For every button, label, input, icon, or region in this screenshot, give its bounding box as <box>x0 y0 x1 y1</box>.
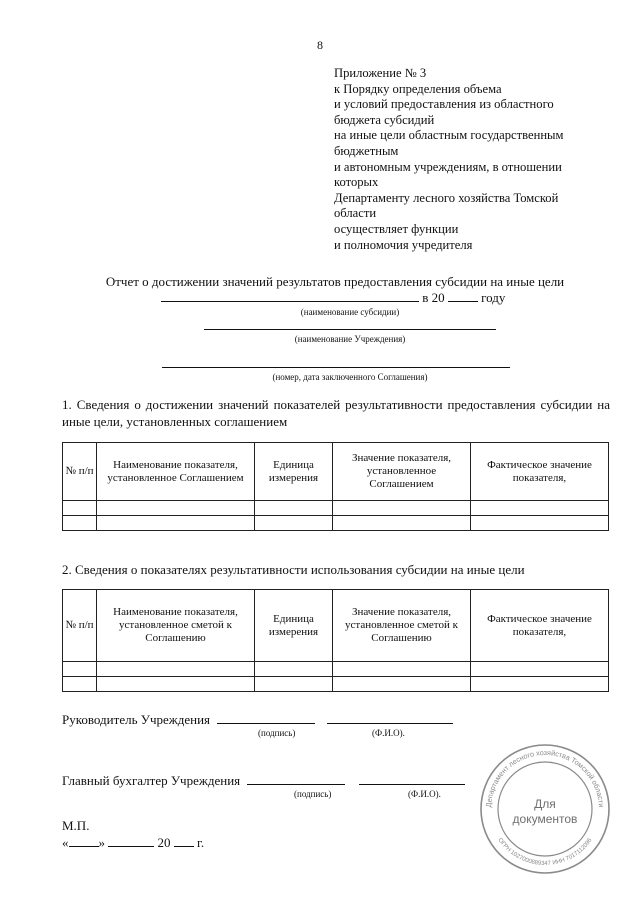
subsidy-name-row <box>161 290 505 306</box>
table-cell[interactable] <box>63 501 97 516</box>
accountant-sign-blank <box>247 773 345 785</box>
seal-place-label: М.П. <box>62 818 90 833</box>
date-day-blank <box>69 835 99 847</box>
table-row <box>63 501 609 516</box>
table-cell[interactable] <box>63 677 97 692</box>
head-sign-caption: (подпись) <box>258 728 296 738</box>
appendix-line: бюджетным <box>334 143 399 158</box>
head-label: Руководитель Учреждения <box>62 712 211 727</box>
header-cell-actual: Фактическое значение показателя, <box>471 590 609 662</box>
table-cell[interactable] <box>97 677 255 692</box>
table-cell[interactable] <box>471 677 609 692</box>
table-row <box>63 662 609 677</box>
stamp-bottom-text: ОГРН 1027000889347 ИНН 7017112096 <box>496 837 594 868</box>
table-cell[interactable] <box>255 501 333 516</box>
subsidy-name-blank <box>161 290 419 302</box>
header-cell-number: № п/п <box>63 443 97 501</box>
date-year-prefix: 20 <box>157 835 171 850</box>
appendix-line: и полномочия учредителя <box>334 237 473 252</box>
section1-table <box>62 442 609 531</box>
table-cell[interactable] <box>255 662 333 677</box>
appendix-line: Приложение № 3 <box>334 66 427 80</box>
accountant-sign-caption: (подпись) <box>294 789 332 799</box>
table-cell[interactable] <box>333 501 471 516</box>
table-cell[interactable] <box>97 662 255 677</box>
head-signature-row <box>62 712 453 728</box>
caption-subsidy: (наименование субсидии) <box>300 307 400 317</box>
header-cell-indicator: Наименование показателя, установленное сметой к Соглашению <box>97 590 255 662</box>
table-cell[interactable] <box>471 516 609 531</box>
table-cell[interactable] <box>471 501 609 516</box>
date-suffix: г. <box>197 835 205 850</box>
appendix-line: к Порядку определения объема <box>334 81 502 96</box>
date-year-blank <box>174 835 194 847</box>
date-month-blank <box>108 835 154 847</box>
table-cell[interactable] <box>255 516 333 531</box>
table-cell[interactable] <box>97 501 255 516</box>
year-blank <box>448 290 478 302</box>
table-header-row <box>63 590 609 662</box>
table-row <box>63 516 609 531</box>
section2-title: 2. Сведения о показателях результативности использования субсидии на иные цели <box>62 562 525 577</box>
header-cell-unit: Единица измерения <box>255 443 333 501</box>
header-cell-number: № п/п <box>63 590 97 662</box>
table-cell[interactable] <box>255 677 333 692</box>
appendix-line: которых <box>334 175 379 190</box>
year-prefix: в 20 <box>422 290 445 305</box>
page-number: 8 <box>317 38 323 52</box>
report-title: Отчет о достижении значений результатов предоставления субсидии на иные цели <box>105 274 565 289</box>
date-row <box>62 835 204 851</box>
stamp-line1: Для <box>534 797 556 811</box>
year-suffix: году <box>481 290 506 305</box>
agreement-blank <box>162 356 510 368</box>
table-cell[interactable] <box>63 516 97 531</box>
table-cell[interactable] <box>333 677 471 692</box>
stamp-line2: документов <box>512 812 578 826</box>
appendix-header <box>334 66 614 253</box>
table-header-row <box>63 443 609 501</box>
table-cell[interactable] <box>97 516 255 531</box>
header-cell-planned: Значение показателя, установленное Соглашением <box>333 443 471 501</box>
accountant-name-blank <box>359 773 465 785</box>
table-cell[interactable] <box>333 662 471 677</box>
date-open-quote: « <box>62 835 69 850</box>
table-cell[interactable] <box>333 516 471 531</box>
accountant-signature-row <box>62 773 465 789</box>
accountant-label: Главный бухгалтер Учреждения <box>62 773 241 788</box>
section1-title: 1. Сведения о достижении значений показателей результативности предоставления субсидии на иные цели, установленных соглашением <box>62 397 610 429</box>
table-cell[interactable] <box>471 662 609 677</box>
head-sign-blank <box>217 712 315 724</box>
appendix-line: бюджета субсидий <box>334 112 435 127</box>
appendix-line: и условий предоставления из областного <box>334 97 554 112</box>
table-row <box>63 677 609 692</box>
head-name-caption: (Ф.И.О). <box>372 728 405 738</box>
header-cell-actual: Фактическое значение показателя, <box>471 443 609 501</box>
organization-stamp <box>478 742 612 876</box>
header-cell-planned: Значение показателя, установленное сметой к Соглашению <box>333 590 471 662</box>
appendix-line: на иные цели областным государственным <box>334 128 564 143</box>
stamp-ring-text: Департамент лесного хозяйства Томской области <box>483 747 607 808</box>
appendix-line: области <box>334 206 377 221</box>
table-cell[interactable] <box>63 662 97 677</box>
date-close-quote: » <box>98 835 105 850</box>
header-cell-unit: Единица измерения <box>255 590 333 662</box>
institution-name-blank <box>204 318 496 330</box>
section2-table <box>62 589 609 692</box>
head-name-blank <box>327 712 453 724</box>
header-cell-indicator: Наименование показателя, установленное Соглашением <box>97 443 255 501</box>
appendix-line: осуществляет функции <box>334 221 459 236</box>
appendix-line: и автономным учреждениям, в отношении <box>334 159 562 174</box>
accountant-name-caption: (Ф.И.О). <box>408 789 441 799</box>
caption-agreement: (номер, дата заключенного Соглашения) <box>272 372 428 382</box>
caption-institution: (наименование Учреждения) <box>294 334 406 344</box>
appendix-line: Департаменту лесного хозяйства Томской <box>334 190 559 205</box>
